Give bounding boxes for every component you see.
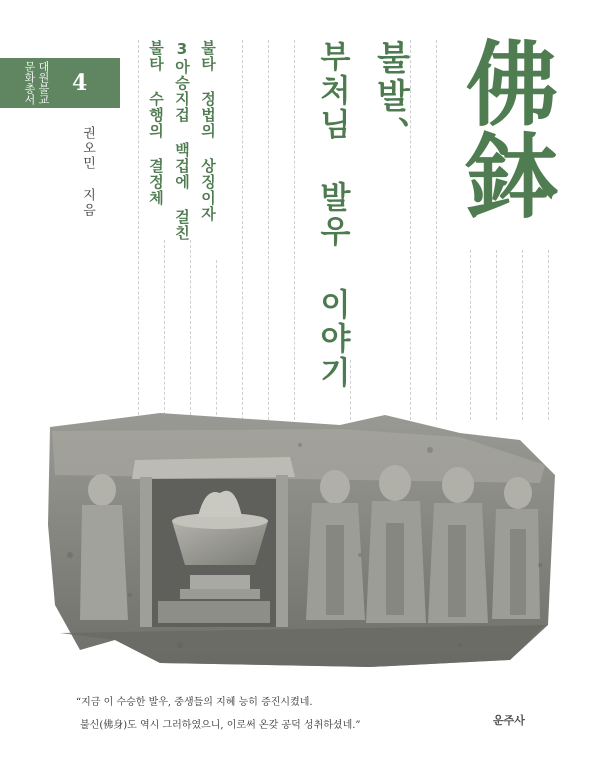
- divider-line: [242, 40, 243, 420]
- divider-line: [294, 40, 295, 420]
- divider-line: [164, 240, 165, 420]
- divider-line: [436, 40, 437, 420]
- quote-line-2: 불신(佛身)도 역시 그러하였으니, 이로써 온갖 공덕 성취하셨네.”: [80, 720, 361, 731]
- divider-line: [216, 260, 217, 420]
- divider-line: [496, 250, 497, 420]
- divider-line: [470, 250, 471, 420]
- series-number: 4: [72, 70, 88, 96]
- divider-line: [522, 250, 523, 420]
- divider-line: [268, 40, 269, 420]
- subtitle-line-1: 불타 정법의 상징이자: [199, 40, 217, 222]
- divider-line: [138, 40, 139, 420]
- title-line-2: 부처님 발우 이야기: [314, 40, 350, 390]
- stone-relief-icon: [40, 405, 565, 675]
- title-line-1: 불발、: [370, 40, 410, 154]
- divider-line: [548, 250, 549, 420]
- quote-line-1: “지금 이 수승한 발우, 중생들의 지혜 능히 증진시켰네.: [76, 697, 313, 708]
- publisher-name: 운주사: [493, 714, 525, 727]
- series-badge: [0, 58, 120, 108]
- divider-line: [190, 240, 191, 420]
- subtitle-line-3: 불타 수행의 결정체: [147, 40, 165, 206]
- subtitle-line-2: 3아승지겁 백겁에 걸친: [173, 40, 191, 241]
- author-name: 권오민 지음: [80, 126, 95, 218]
- hanja-title: 佛鉢: [451, 36, 559, 220]
- series-label: 대원불교문화총서: [23, 61, 50, 105]
